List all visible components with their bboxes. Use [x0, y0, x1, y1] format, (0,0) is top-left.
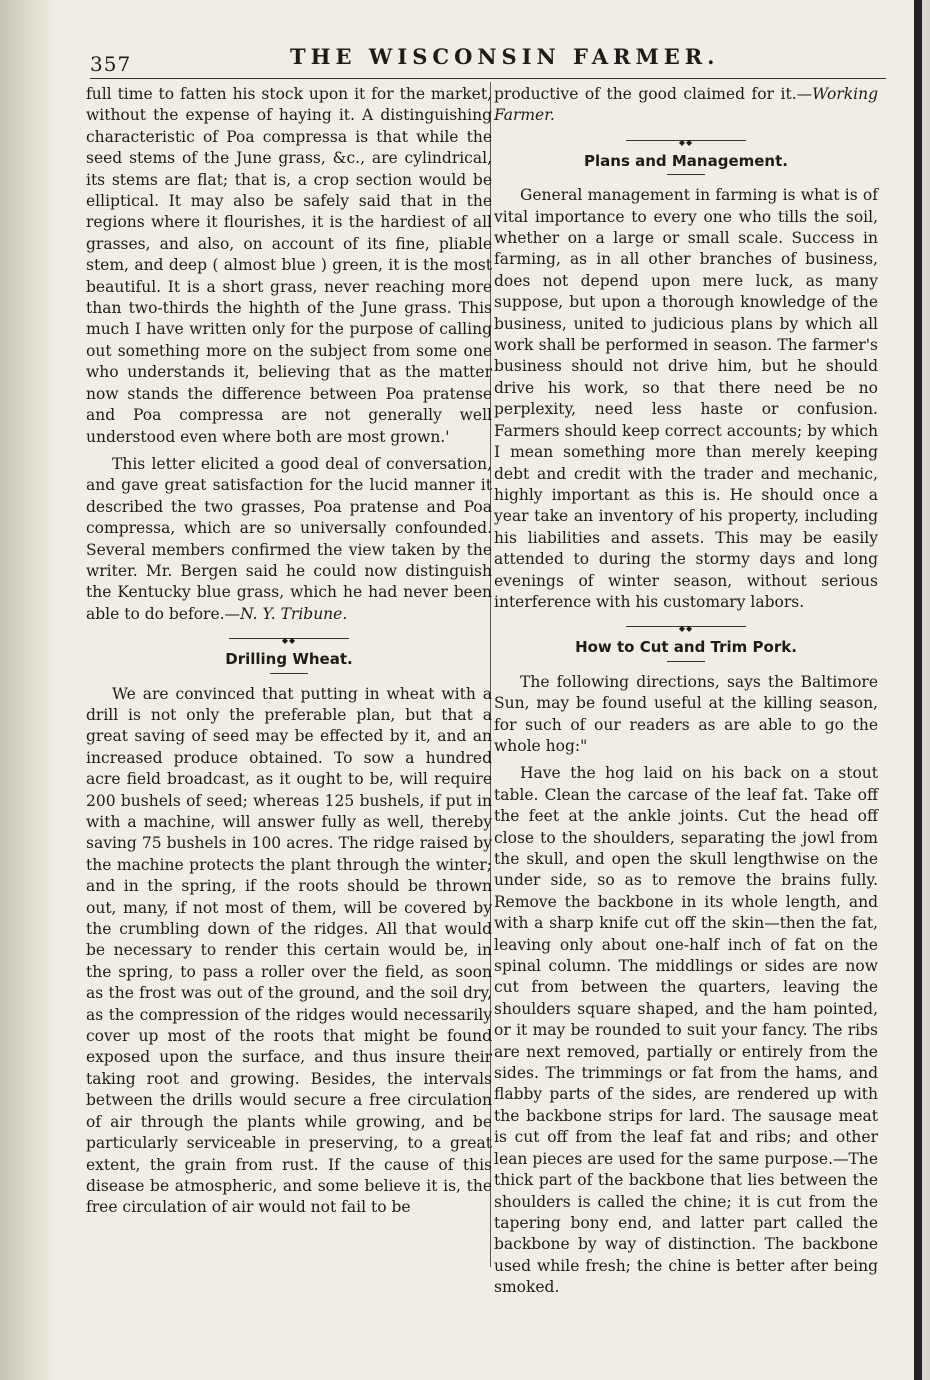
article-heading: Plans and Management. — [584, 151, 788, 170]
article-paragraph: We are convinced that putting in wheat with a drill is not only the preferable plan, but that a great saving of seed may be effected by it, and an increased produce obtained. To sow a hundred acre field broadcast, as it ought to be, will require 200 bushels of seed; whereas 125 bushels, if put in with a machine, will answer fully as well, thereby saving 75 bushels in 100 acres. The ridge raised by the machine protects the plant through the winter; and in the spring, if the roots should be thrown out, many, if not most of them, will be covered by the crumbling down of the ridges. All that would be necessary to render this certain would be, in the spring, to pass a roller over the field, as soon as the frost was out of the ground, and the soil dry, as the compression of the ridges would necessarily cover up most of the roots that might be found exposed upon the surface, and thus insure their taking root and growing. Besides, the intervals between the drills would secure a free circulation of air through the plants while growing, and be particularly serviceable in preserving, to a great extent, the grain from rust. If the cause of this disease be atmospheric, and some believe it is, the free circulation of air would not fail to be — [86, 684, 492, 1217]
heading-rule — [270, 673, 308, 674]
article-paragraph: The following directions, says the Baltimore Sun, may be found useful at the killing season, for such of our readers as are able to go the whole hog:" — [494, 672, 878, 755]
heading-rule — [667, 174, 705, 175]
page-number: 357 — [90, 52, 132, 76]
article-paragraph: full time to fatten his stock upon it for the market, without the expense of haying it. A distinguishing characteristic of Poa compressa is that while the seed stems of the June grass, &c., are cylindrical, its stems are flat; that is, a crop section would be elliptical. It may also be safely said that in the regions where it flourishes, it is the hardiest of all grasses, and also, on account of its fine, pliable stem, and deep ( almost blue ) green, it is the most beautiful. It is a short grass, never reaching more than two-thirds the highth of the June grass. This much I have written only for the purpose of calling out something more on the subject from some one who understands it, believing that as the matter now stands the difference between Poa pratense and Poa compressa are not generally well understood even where both are most grown.' — [86, 85, 492, 446]
binding-shadow — [0, 0, 58, 1380]
paragraph-text: productive of the good claimed for it.— — [494, 85, 813, 103]
source-attribution: Working Farmer. — [494, 85, 878, 125]
section-separator — [229, 635, 349, 641]
paragraph-text: This letter elicited a good deal of conversation, and gave great satisfaction for the lucid manner it described the two grasses, Poa pratense and Poa compressa, which are so universally confounded. Several members confirmed the view taken by the writer. Mr. Bergen said he could now distinguish the Kentucky blue grass, which he had never been able to do before.— — [86, 454, 492, 623]
article-paragraph: General management in farming is what is of vital importance to every one who tills the soil, whether on a large or small scale. Success in farming, as in all other branches of business, does not depend upon mere luck, as many suppose, but upon a thorough knowledge of the business, united to judicious plans by which all work shall be performed in season. The farmer's business should not drive him, but he should drive his work, so that there need be no perplexity, need less haste or confusion. Farmers should keep correct accounts; by which I mean something more than merely keeping debt and credit with the trader and mechanic, highly important as this is. He should once a year take an inventory of his property, including his liabilities and assets. This may be easily attended to during the stormy days and long evenings of winter season, without serious interference with his customary labors. — [494, 186, 878, 611]
page-edge — [914, 0, 922, 1380]
article-paragraph — [86, 454, 492, 625]
article-paragraph: Have the hog laid on his back on a stout table. Clean the carcase of the leaf fat. Take off the feet at the ankle joints. Cut the head off close to the shoulders, separating the jowl from the skull, and open the skull lengthwise on the under side, so as to remove the brains fully. Remove the backbone in its whole length, and with a sharp knife cut off the skin—then the fat, leaving only about one-half inch of fat on the spinal column. The middlings or sides are now cut from between the quarters, leaving the shoulders square shaped, and the ham pointed, or it may be rounded to suit your fancy. The ribs are next removed, partially or entirely from the sides. The trimmings or fat from the hams, and flabby parts of the sides, are rendered up with the backbone strips for lard. The sausage meat is cut off from the leaf fat and ribs; and other lean pieces are used for the same purpose.—The thick part of the backbone that lies between the shoulders is called the chine; it is cut from the tapering bony end, and latter part called the backbone by way of distinction. The backbone used while fresh; the chine is better after being smoked. — [494, 764, 878, 1297]
source-attribution: N. Y. Tribune. — [240, 604, 348, 623]
section-separator — [626, 623, 746, 629]
running-header — [90, 42, 890, 76]
left-column — [86, 84, 492, 1225]
header-rule — [90, 78, 886, 79]
right-column — [494, 84, 878, 1305]
article-heading: How to Cut and Trim Pork. — [575, 638, 797, 657]
heading-rule — [667, 661, 705, 662]
periodical-title: THE WISCONSIN FARMER. — [290, 44, 720, 69]
article-heading: Drilling Wheat. — [225, 650, 353, 669]
section-separator — [626, 137, 746, 143]
article-paragraph — [494, 84, 878, 127]
